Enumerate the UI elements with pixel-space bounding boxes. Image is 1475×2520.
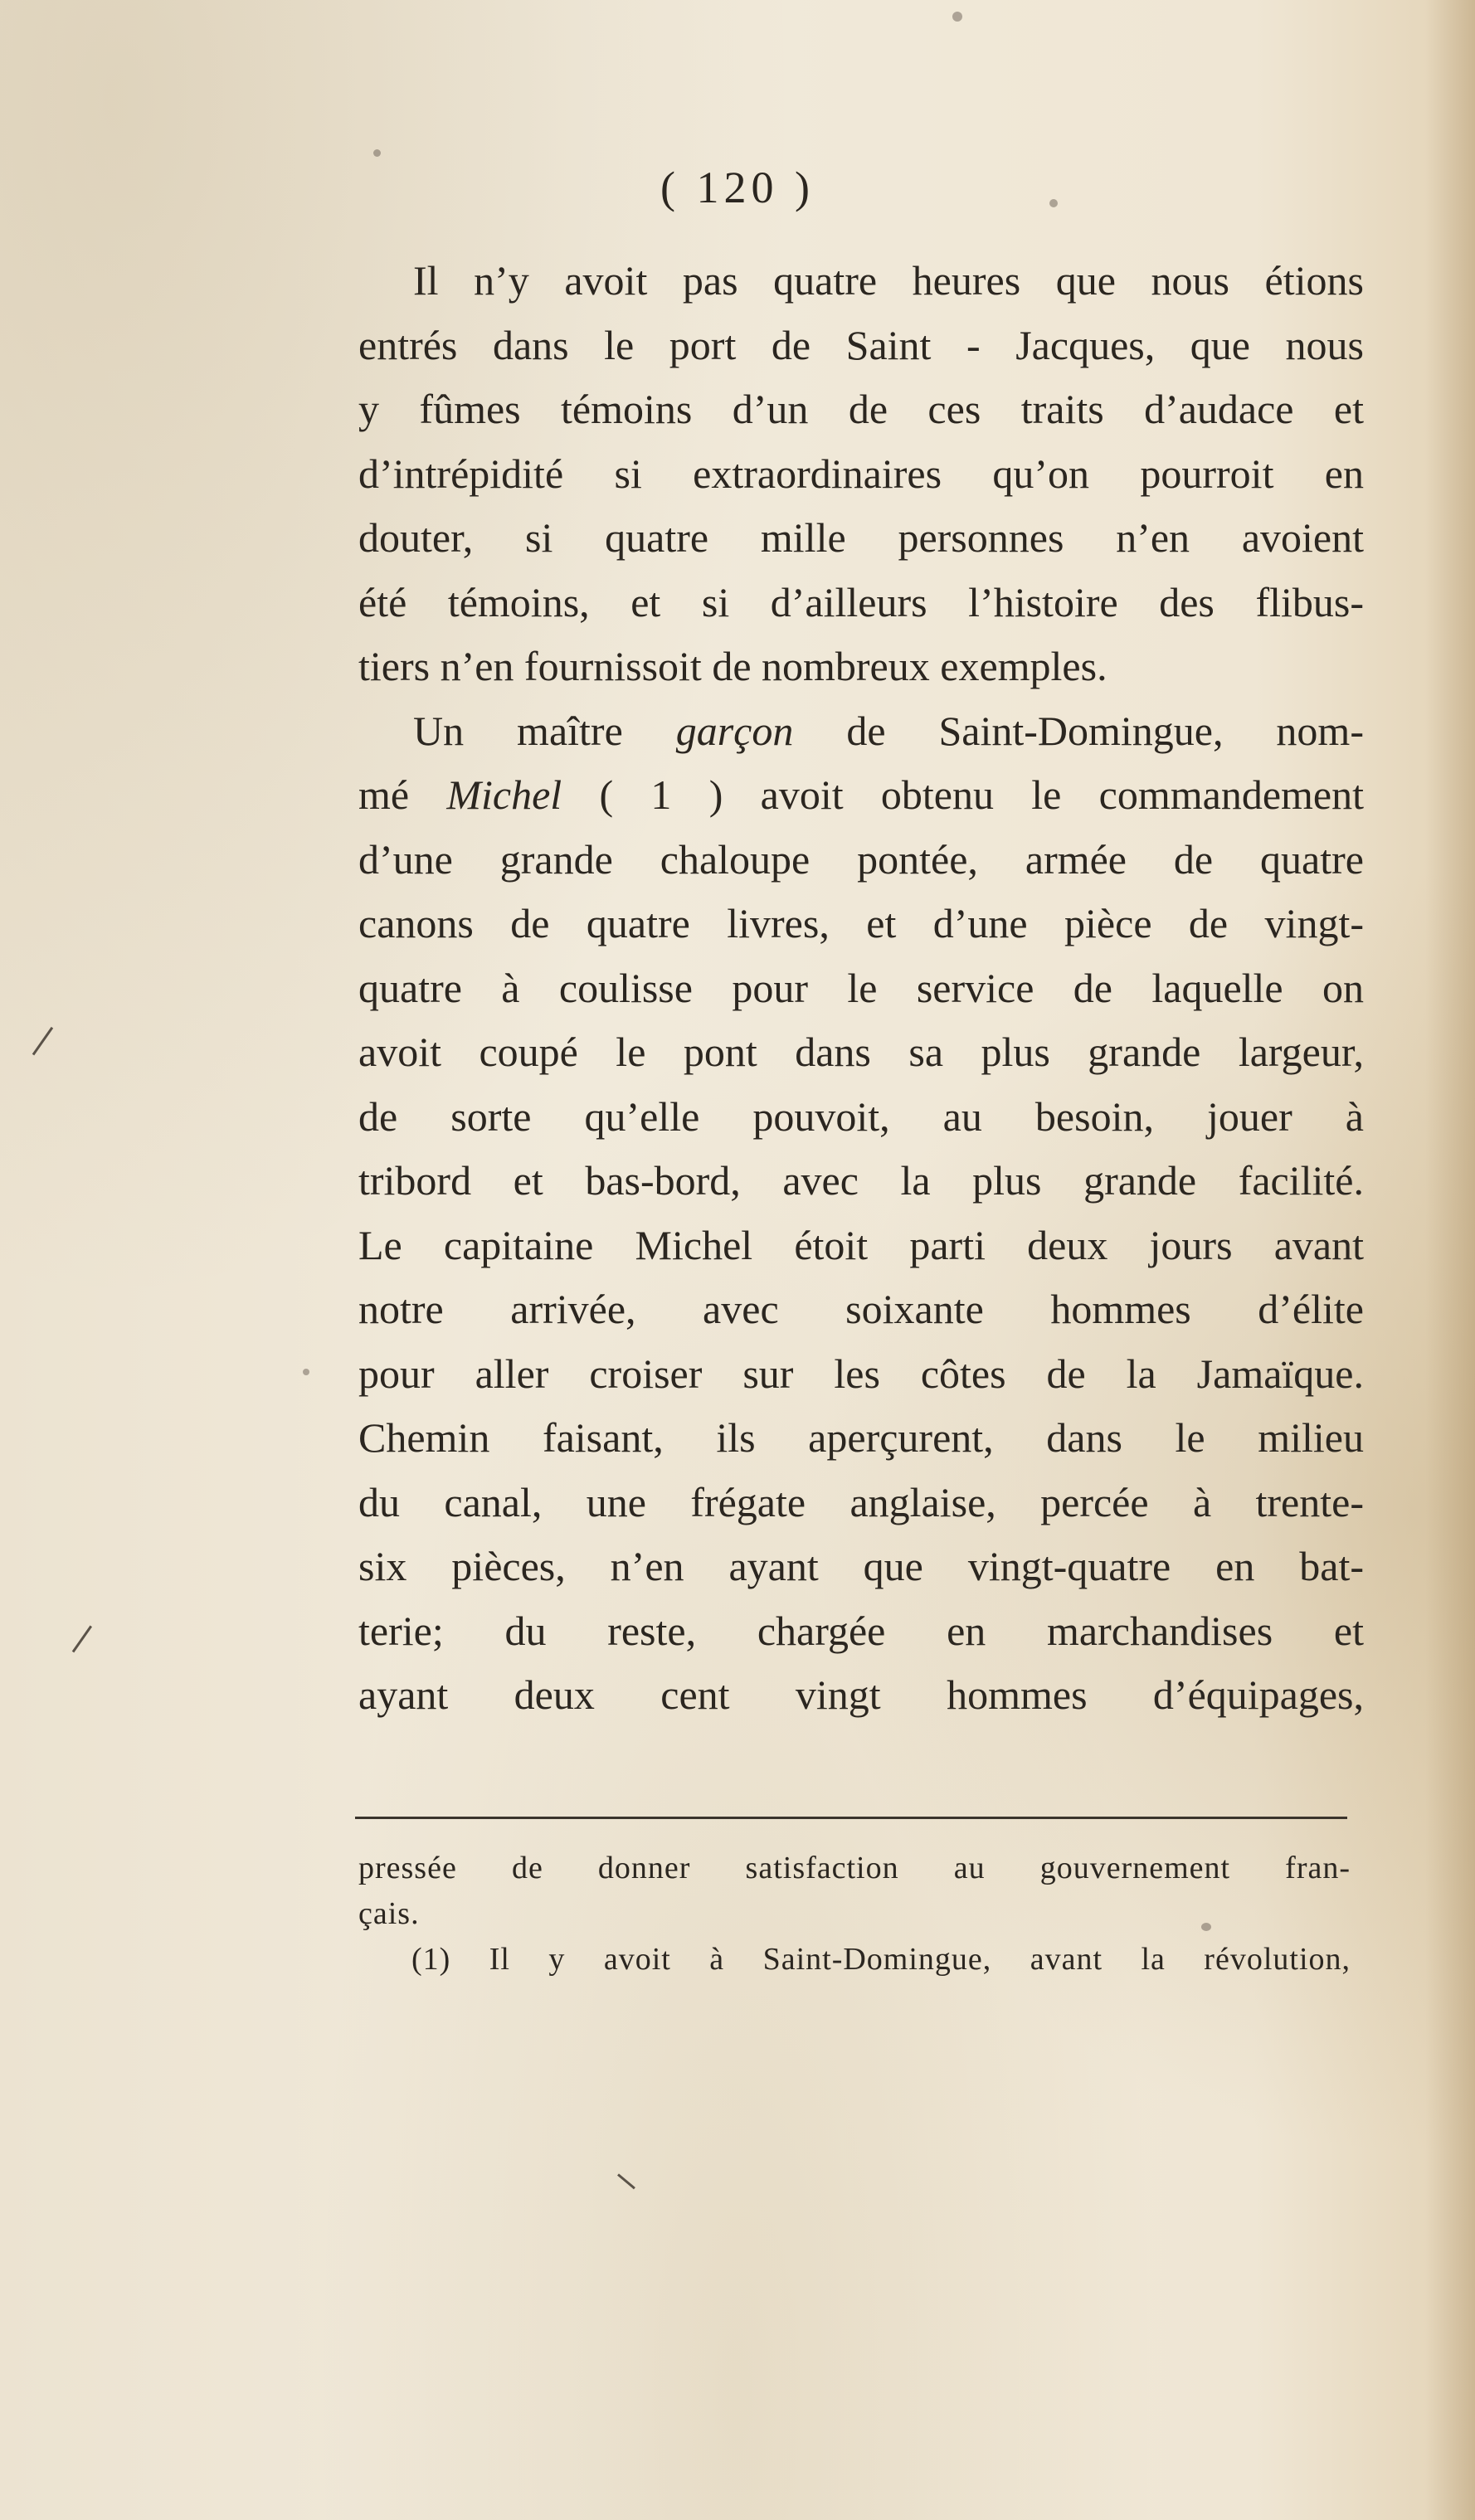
- text-line: Chemin faisant, ils aperçurent, dans le milieu: [358, 1414, 1364, 1461]
- page-number: ( 120 ): [660, 163, 815, 212]
- page-spine-shadow: [1425, 0, 1475, 2520]
- text-line: notre arrivée, avec soixante hommes d’élite: [358, 1286, 1364, 1332]
- paper-speck: [303, 1369, 309, 1375]
- text-line: six pièces, n’en ayant que vingt-quatre en bat-: [358, 1543, 1364, 1589]
- footnote-1: (1) Il y avoit à Saint-Domingue, avant la révolution,: [411, 1942, 1351, 1977]
- text-line: terie; du reste, chargée en marchandises et: [358, 1607, 1364, 1654]
- text-line: [358, 699, 1364, 764]
- text-line: tiers n’en fournissoit de nombreux exemples.: [358, 643, 1107, 689]
- text-line: tribord et bas-bord, avec la plus grande facilité.: [358, 1157, 1364, 1204]
- text-run: ( 1 ) avoit obtenu le commandement: [562, 771, 1364, 818]
- footnote-line: çais.: [358, 1896, 420, 1931]
- footnote-line: pressée de donner satisfaction au gouvernement fran-: [358, 1851, 1351, 1885]
- italic-name: Michel: [446, 771, 562, 818]
- text-line: canons de quatre livres, et d’une pièce de vingt-: [358, 900, 1364, 946]
- footnote-divider: [355, 1817, 1347, 1819]
- paper-speck: [1049, 199, 1058, 207]
- body-text: [358, 249, 1364, 1728]
- text-line: douter, si quatre mille personnes n’en avoient: [358, 514, 1364, 561]
- pencil-mark: [72, 1626, 92, 1653]
- paper-speck: [373, 149, 381, 157]
- text-line: de sorte qu’elle pouvoit, au besoin, jouer à: [358, 1092, 1364, 1140]
- text-line: avoit coupé le pont dans sa plus grande largeur,: [358, 1029, 1364, 1075]
- text-run: mé: [358, 771, 447, 818]
- text-line: d’intrépidité si extraordinaires qu’on pourroit en: [358, 450, 1364, 497]
- text-line: entrés dans le port de Saint - Jacques, que nous: [358, 321, 1364, 368]
- pencil-mark: [32, 1027, 53, 1055]
- text-line: pour aller croiser sur les côtes de la Jamaïque.: [358, 1350, 1364, 1397]
- text-run: de Saint-Domingue, nom-: [793, 707, 1364, 754]
- text-line: ayant deux cent vingt hommes d’équipages,: [358, 1671, 1364, 1718]
- italic-word: garçon: [675, 707, 794, 754]
- pencil-mark: [617, 2173, 635, 2189]
- text-line: été témoins, et si d’ailleurs l’histoire des flibus-: [358, 578, 1364, 625]
- footnotes: [358, 1846, 1351, 1982]
- paper-speck: [1201, 1923, 1211, 1931]
- text-line: y fûmes témoins d’un de ces traits d’audace et: [358, 386, 1364, 432]
- text-line: Il n’y avoit pas quatre heures que nous étions: [413, 257, 1364, 304]
- text-line: quatre à coulisse pour le service de laquelle on: [358, 964, 1364, 1011]
- paper-speck: [952, 12, 962, 22]
- text-run: Un maître: [413, 707, 676, 754]
- text-line: d’une grande chaloupe pontée, armée de quatre: [358, 835, 1364, 883]
- text-line: Le capitaine Michel étoit parti deux jours avant: [358, 1221, 1364, 1268]
- text-line: [358, 763, 1364, 828]
- text-line: du canal, une frégate anglaise, percée à trente-: [358, 1478, 1364, 1525]
